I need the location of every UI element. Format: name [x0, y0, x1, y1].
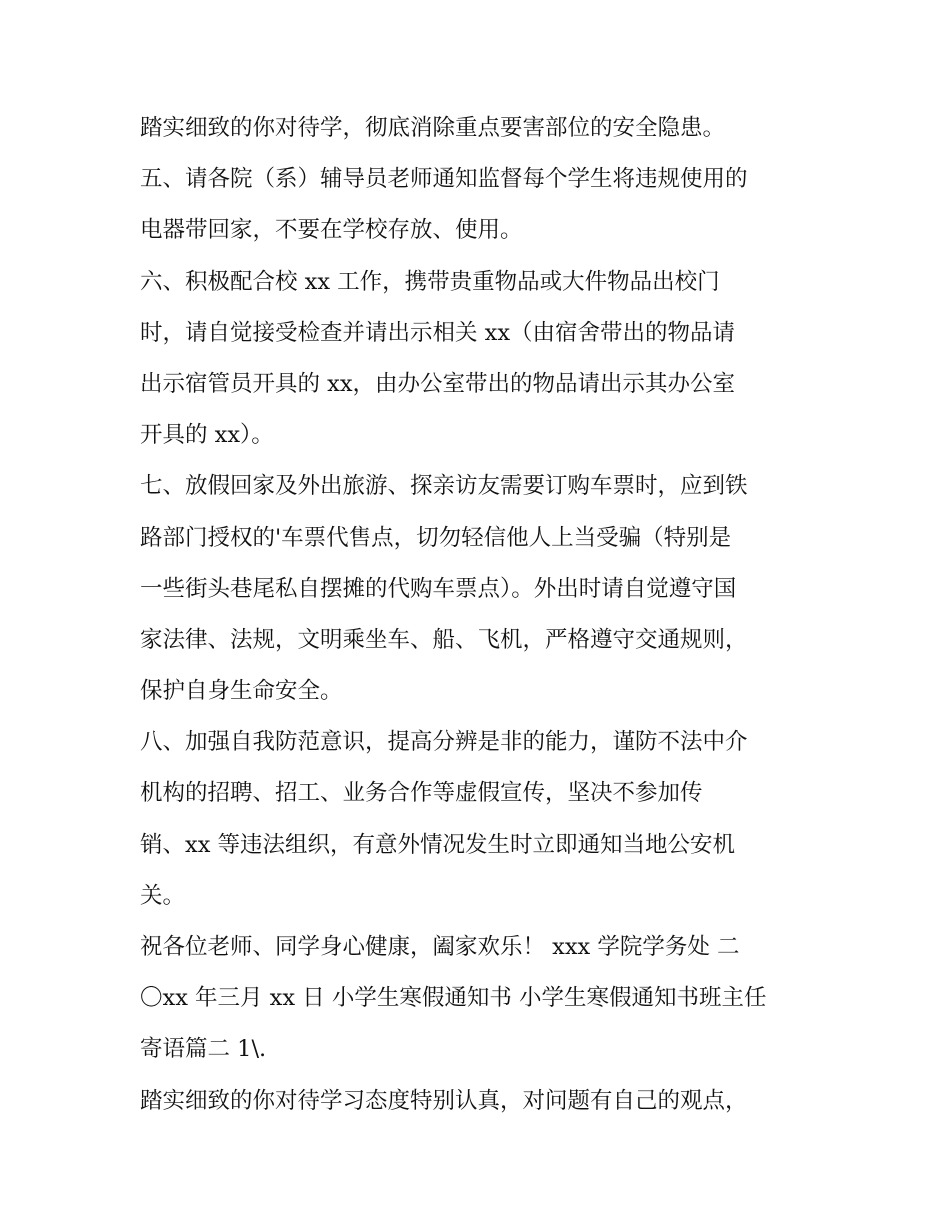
text-line: 电器带回家，不要在学校存放、使用。: [140, 217, 523, 244]
text-line: 八、加强自我防范意识，提高分辨是非的能力，谨防不法中介: [140, 729, 748, 756]
text-line: 寄语篇二 1\.: [140, 1036, 267, 1063]
document-body: [140, 103, 830, 1127]
text-line: 踏实细致的你对待学习态度特别认真，对问题有自己的观点，: [140, 1087, 748, 1114]
text-line: 〇xx 年三月 xx 日 小学生寒假通知书 小学生寒假通知书班主任: [140, 985, 767, 1012]
text-line: 六、积极配合校 xx 工作，携带贵重物品或大件物品出校门: [140, 268, 720, 295]
text-line: 出示宿管员开具的 xx，由办公室带出的物品请出示其办公室: [140, 370, 736, 397]
text-line: 五、请各院（系）辅导员老师通知监督每个学生将违规使用的: [140, 166, 748, 193]
text-line: 保护自身生命安全。: [140, 678, 343, 705]
text-line: 七、放假回家及外出旅游、探亲访友需要订购车票时，应到铁: [140, 473, 748, 500]
text-line: 一些街头巷尾私自摆摊的代购车票点）。外出时请自觉遵守国: [140, 575, 737, 602]
text-line: 机构的招聘、招工、业务合作等虚假宣传，坚决不参加传: [140, 780, 703, 807]
text-line: 家法律、法规，文明乘坐车、船、飞机，严格遵守交通规则，: [140, 626, 748, 653]
text-line: 开具的 xx）。: [140, 422, 274, 449]
text-line: 踏实细致的你对待学，彻底消除重点要害部位的安全隐患。: [140, 115, 726, 141]
text-line: 时，请自觉接受检查并请出示相关 xx（由宿舍带出的物品请: [140, 319, 736, 346]
text-line: 关。: [140, 882, 186, 909]
text-line: 路部门授权的'车票代售点，切勿轻信他人上当受骗（特别是: [140, 524, 732, 551]
text-line: 祝各位老师、同学身心健康，阖家欢乐！ xxx 学院学务处 二: [140, 934, 740, 960]
text-line: 销、xx 等违法组织，有意外情况发生时立即通知当地公安机: [140, 831, 736, 858]
